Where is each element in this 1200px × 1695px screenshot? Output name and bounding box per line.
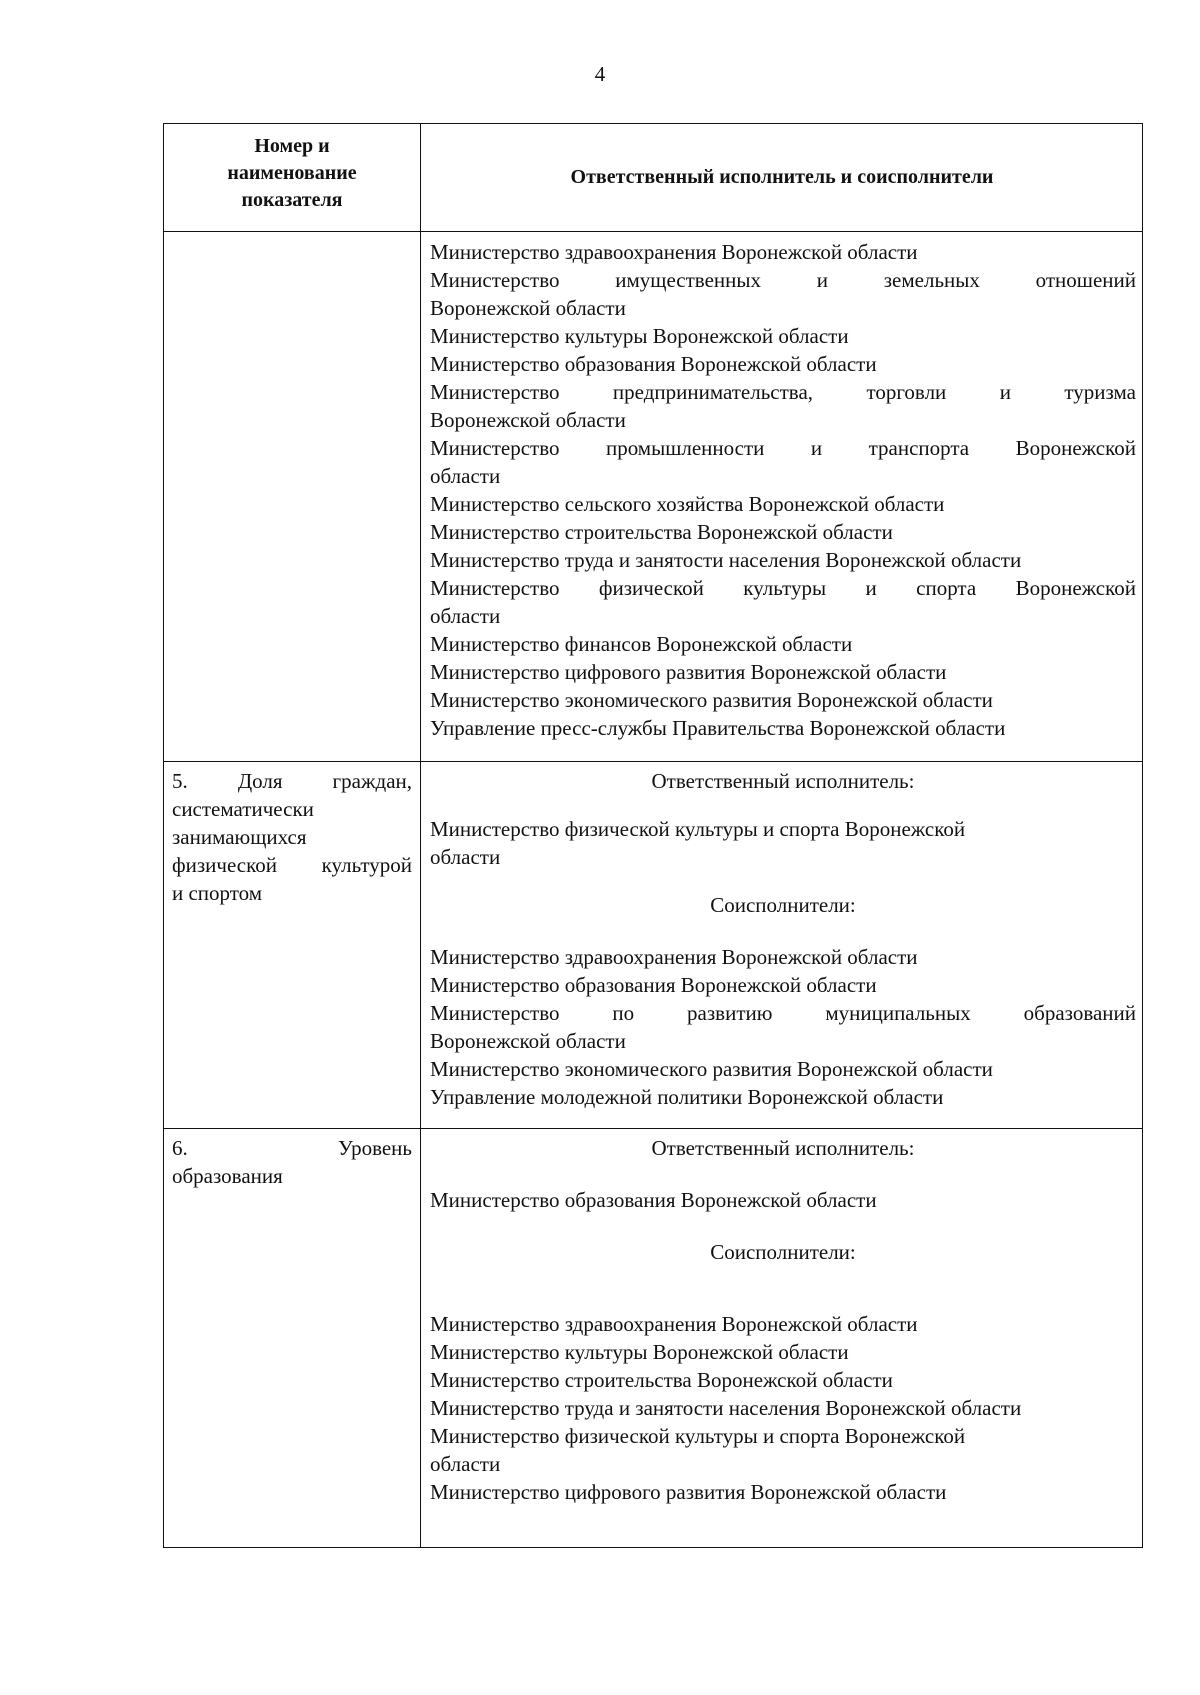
executor-line: Министерство образования Воронежской области — [430, 352, 877, 376]
coexecutor-line: Министерство строительства Воронежской области — [430, 1368, 893, 1392]
header-responsible: Ответственный исполнитель и соисполнители — [570, 166, 994, 188]
header-indicator-line: показателя — [241, 189, 343, 211]
indicator-line: занимающихся — [172, 825, 307, 849]
column-divider — [420, 124, 421, 1547]
executor-line: Воронежской области — [430, 408, 626, 432]
coexecutor-line: Министерство труда и занятости населения Воронежской области — [430, 1396, 1022, 1420]
coexecutor-line: Министерство культуры Воронежской области — [430, 1340, 849, 1364]
executor-line: Министерство цифрового развития Воронежской области — [430, 660, 947, 684]
executor-line: Министерство физической культуры и спорта Воронежской — [430, 576, 1136, 600]
header-indicator — [164, 133, 420, 214]
page-number: 4 — [594, 62, 606, 86]
coexecutors-heading: Соисполнители: — [710, 1240, 856, 1264]
coexecutor-line: Министерство образования Воронежской области — [430, 973, 877, 997]
header-indicator-line: наименование — [227, 162, 357, 184]
executor-line: Министерство здравоохранения Воронежской области — [430, 240, 918, 264]
executor-line: Министерство имущественных и земельных отношений — [430, 268, 1136, 292]
responsibility-table — [163, 123, 1143, 1548]
indicator-line: систематически — [172, 797, 314, 821]
row5-indicator — [172, 767, 412, 907]
executor-line: Воронежской области — [430, 296, 626, 320]
coexecutor-line: Министерство физической культуры и спорта Воронежской — [430, 1424, 966, 1448]
responsible-heading: Ответственный исполнитель: — [651, 769, 915, 793]
row6-executors — [430, 1134, 1136, 1506]
executor-line: Министерство культуры Воронежской области — [430, 324, 849, 348]
coexecutors-heading: Соисполнители: — [710, 893, 856, 917]
executor-line: Министерство экономического развития Воронежской области — [430, 688, 993, 712]
responsible-line: Министерство образования Воронежской области — [430, 1188, 877, 1212]
coexecutor-line: Министерство по развитию муниципальных образований — [430, 1001, 1136, 1025]
coexecutor-line: Министерство здравоохранения Воронежской области — [430, 945, 918, 969]
executor-line: Министерство финансов Воронежской области — [430, 632, 853, 656]
coexecutor-line: Управление молодежной политики Воронежской области — [430, 1085, 944, 1109]
indicator-line: 6. Уровень — [172, 1136, 412, 1160]
executor-line: Управление пресс-службы Правительства Воронежской области — [430, 716, 1006, 740]
row-divider — [164, 1128, 1142, 1129]
executor-line: Министерство сельского хозяйства Воронежской области — [430, 492, 945, 516]
responsible-line: Министерство физической культуры и спорта Воронежской — [430, 817, 966, 841]
row6-indicator — [172, 1134, 412, 1190]
executor-line: Министерство труда и занятости населения Воронежской области — [430, 548, 1022, 572]
executor-line: области — [430, 464, 501, 488]
responsible-heading: Ответственный исполнитель: — [651, 1136, 915, 1160]
coexecutor-line: области — [430, 1452, 501, 1476]
coexecutor-line: Министерство экономического развития Воронежской области — [430, 1057, 993, 1081]
executor-line: Министерство строительства Воронежской области — [430, 520, 893, 544]
indicator-line: образования — [172, 1164, 283, 1188]
indicator-line: физической культурой — [172, 853, 412, 877]
executor-line: Министерство промышленности и транспорта Воронежской — [430, 436, 1136, 460]
coexecutor-line: Воронежской области — [430, 1029, 626, 1053]
coexecutor-line: Министерство здравоохранения Воронежской области — [430, 1312, 918, 1336]
header-indicator-line: Номер и — [254, 135, 330, 157]
executor-line: Министерство предпринимательства, торговли и туризма — [430, 380, 1136, 404]
executor-line: области — [430, 604, 501, 628]
header-divider — [164, 231, 1142, 232]
row5-executors — [430, 767, 1136, 1111]
continued-row-executors — [430, 238, 1136, 742]
coexecutor-line: Министерство цифрового развития Воронежской области — [430, 1480, 947, 1504]
row-divider — [164, 761, 1142, 762]
responsible-line: области — [430, 845, 501, 869]
indicator-line: 5. Доля граждан, — [172, 769, 412, 793]
indicator-line: и спортом — [172, 881, 263, 905]
